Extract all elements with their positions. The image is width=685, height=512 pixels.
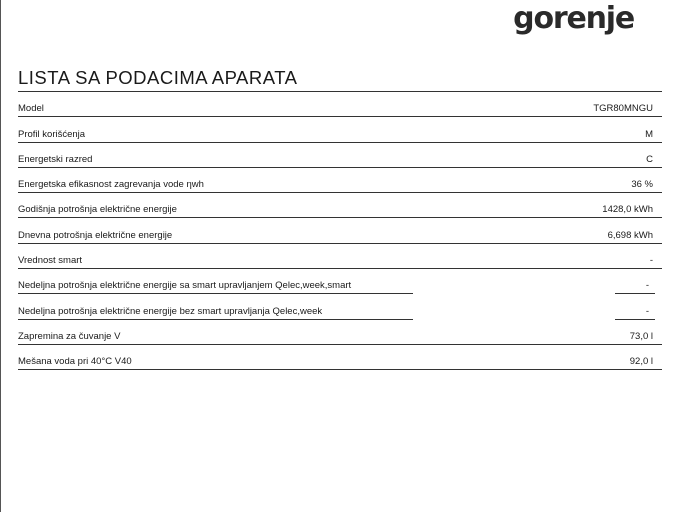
row-value: 1428,0 kWh <box>602 204 653 216</box>
table-row-energy-class <box>18 143 662 168</box>
row-value: - <box>649 255 653 267</box>
table-row-weekly-smart <box>18 269 649 294</box>
table-row-mixed-water <box>18 345 662 370</box>
table-row-heating-efficiency <box>18 168 662 193</box>
row-value: C <box>646 153 653 165</box>
row-label: Nedeljna potrošnja električne energije bez smart upravljanja Qelec,week <box>18 305 323 317</box>
row-value: M <box>645 128 653 140</box>
table-row-weekly-no-smart <box>18 294 649 319</box>
row-label: Vrednost smart <box>18 255 83 267</box>
page-left-border <box>0 0 1 512</box>
table-row-model <box>18 92 662 117</box>
row-label: Nedeljna potrošnja električne energije sa smart upravljanjem Qelec,week,smart <box>18 280 352 292</box>
row-value: - <box>645 280 649 292</box>
gorenje-logo: gorenje <box>513 1 634 36</box>
row-label: Godišnja potrošnja električne energije <box>18 204 177 216</box>
table-row-daily-consumption <box>18 218 662 243</box>
page-title: LISTA SA PODACIMA APARATA <box>18 67 298 88</box>
row-value: - <box>645 305 649 317</box>
table-row-storage-volume <box>18 320 662 345</box>
row-value: 6,698 kWh <box>607 229 653 241</box>
value-underline <box>615 293 655 294</box>
row-label: Profil korišćenja <box>18 128 86 140</box>
table-row-smart-value <box>18 244 662 269</box>
data-table <box>18 92 662 370</box>
row-value: 92,0 l <box>629 356 653 368</box>
row-value: TGR80MNGU <box>593 103 653 115</box>
row-label: Mešana voda pri 40°C V40 <box>18 356 132 368</box>
row-label: Model <box>18 103 44 115</box>
table-row-annual-consumption <box>18 193 662 218</box>
row-label: Energetska efikasnost zagrevanja vode ηwh <box>18 179 204 191</box>
row-label: Dnevna potrošnja električne energije <box>18 229 173 241</box>
row-label: Energetski razred <box>18 153 93 165</box>
row-value: 36 % <box>631 179 653 191</box>
row-value: 73,0 l <box>629 330 653 342</box>
table-row-usage-profile <box>18 117 662 142</box>
row-label: Zapremina za čuvanje V <box>18 330 121 342</box>
